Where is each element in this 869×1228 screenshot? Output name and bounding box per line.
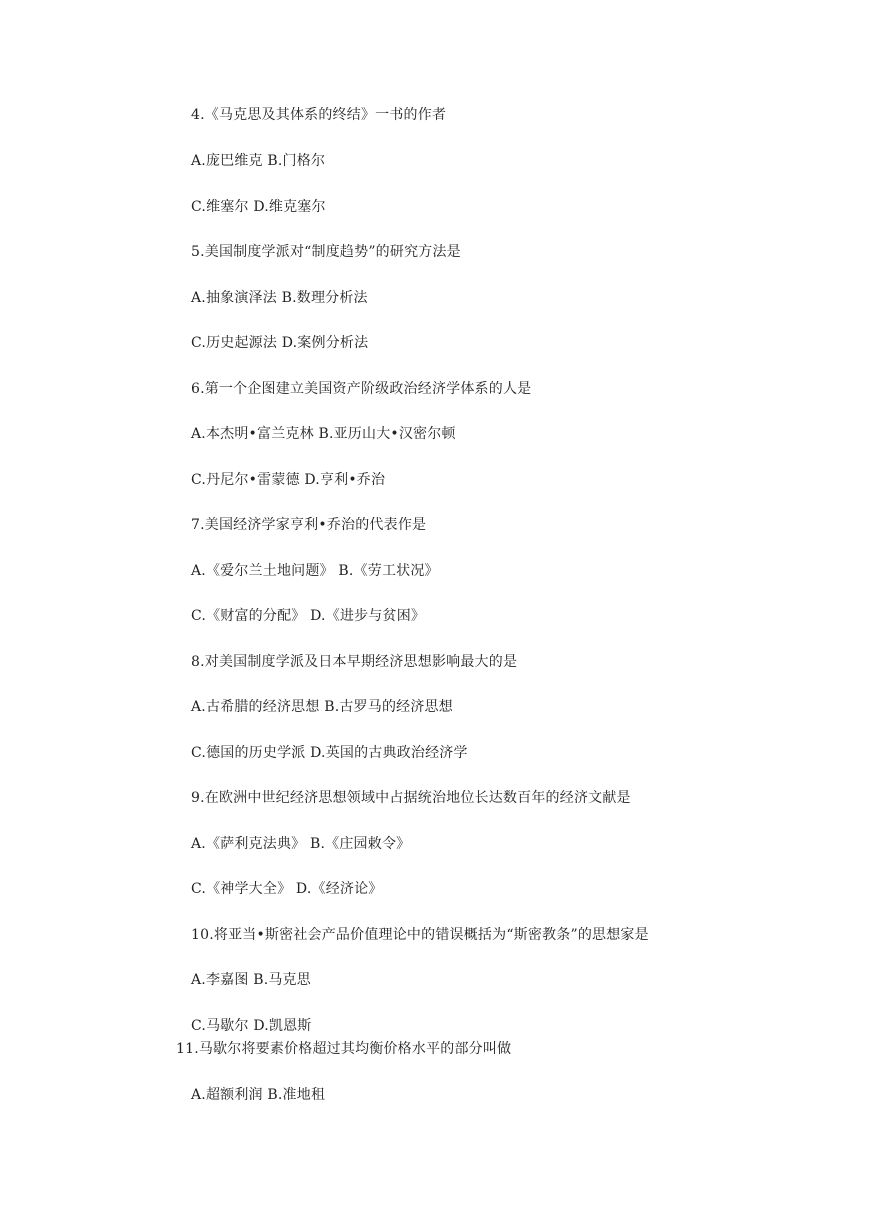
question-8-options-cd: C.德国的历史学派 D.英国的古典政治经济学	[191, 745, 468, 761]
question-4-options-ab: A.庞巴维克 B.门格尔	[191, 153, 326, 169]
question-6-options-cd: C.丹尼尔•雷蒙德 D.亨利•乔治	[191, 472, 386, 488]
question-6: 6.第一个企图建立美国资产阶级政治经济学体系的人是	[191, 381, 532, 397]
question-5-options-cd: C.历史起源法 D.案例分析法	[191, 335, 369, 351]
question-4-options-cd: C.维塞尔 D.维克塞尔	[191, 199, 326, 215]
question-11: 11.马歇尔将要素价格超过其均衡价格水平的部分叫做	[176, 1041, 512, 1057]
question-10: 10.将亚当•斯密社会产品价值理论中的错误概括为“斯密教条”的思想家是	[191, 927, 649, 943]
question-5-options-ab: A.抽象演泽法 B.数理分析法	[191, 290, 368, 306]
question-7-options-ab: A.《爱尔兰土地问题》 B.《劳工状况》	[191, 563, 439, 579]
question-9: 9.在欧洲中世纪经济思想领域中占据统治地位长达数百年的经济文献是	[191, 790, 631, 806]
question-7-options-cd: C.《财富的分配》 D.《进步与贫困》	[191, 608, 426, 624]
question-10-options-cd: C.马歇尔 D.凯恩斯	[191, 1018, 312, 1034]
question-10-options-ab: A.李嘉图 B.马克思	[191, 972, 311, 988]
question-7: 7.美国经济学家亨利•乔治的代表作是	[191, 517, 427, 533]
question-9-options-ab: A.《萨利克法典》 B.《庄园敕令》	[191, 836, 411, 852]
question-8: 8.对美国制度学派及日本早期经济思想影响最大的是	[191, 654, 518, 670]
question-4: 4.《马克思及其体系的终结》一书的作者	[191, 107, 447, 123]
question-5: 5.美国制度学派对“制度趋势”的研究方法是	[191, 244, 461, 260]
question-11-options-ab: A.超额利润 B.准地租	[191, 1087, 326, 1103]
question-6-options-ab: A.本杰明•富兰克林 B.亚历山大•汉密尔顿	[191, 426, 456, 442]
question-8-options-ab: A.古希腊的经济思想 B.古罗马的经济思想	[191, 699, 453, 715]
question-9-options-cd: C.《神学大全》 D.《经济论》	[191, 881, 383, 897]
